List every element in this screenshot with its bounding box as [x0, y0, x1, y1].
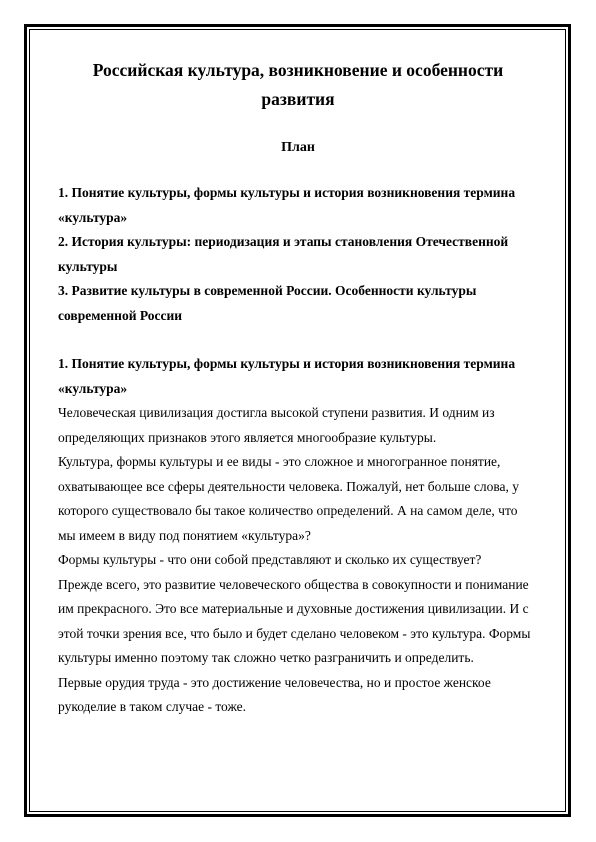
- paragraph: Прежде всего, это развитие человеческого общества в совокупности и понимание им прекрасного. Это все материальные и духовные достижения цивилизации. И с этой точки зрения все, что было и будет сделано человеком - это культура. Формы культуры именно поэтому так сложно четко разграничить и определить.: [58, 576, 531, 665]
- paragraph: Первые орудия труда - это достижение человечества, но и простое женское рукоделие в таком случае - тоже.: [58, 674, 491, 714]
- plan-list: [58, 181, 538, 328]
- section-heading: 1. Понятие культуры, формы культуры и история возникновения термина «культура»: [58, 356, 516, 396]
- paragraph: Человеческая цивилизация достигла высокой ступени развития. И одним из определяющих признаков этого является многообразие культуры.: [58, 405, 495, 445]
- document-title: Российская культура, возникновение и особенности развития: [92, 60, 504, 109]
- plan-heading: План: [281, 140, 315, 155]
- document-body: [58, 56, 538, 720]
- plan-item-3: 3. Развитие культуры в современной России. Особенности культуры современной России: [58, 283, 477, 323]
- paragraph: Формы культуры - что они собой представляют и сколько их существует?: [58, 552, 482, 567]
- plan-item-2: 2. История культуры: периодизация и этапы становления Отечественной культуры: [58, 234, 509, 274]
- plan-item-1: 1. Понятие культуры, формы культуры и история возникновения термина «культура»: [58, 185, 516, 225]
- paragraph: Культура, формы культуры и ее виды - это сложное и многогранное понятие, охватывающее все сферы деятельности человека. Пожалуй, нет больше слова, у которого существовало бы такое количество определений. А на самом деле, что мы имеем в виду под понятием «культура»?: [58, 454, 520, 543]
